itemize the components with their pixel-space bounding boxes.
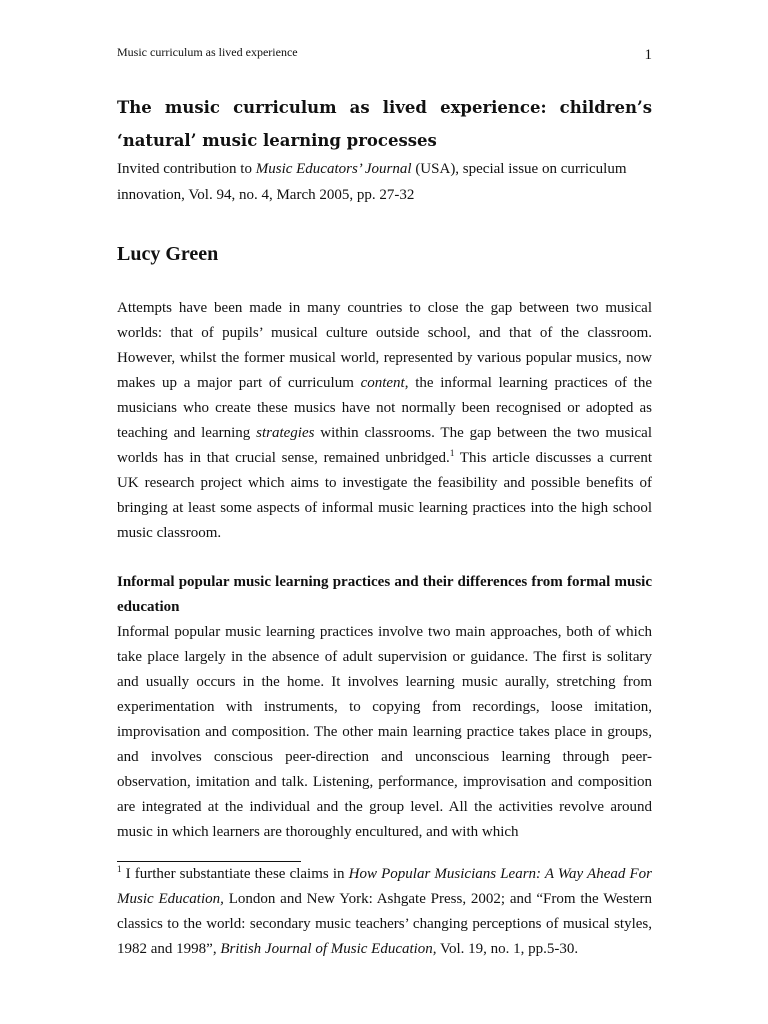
intro-text-1: Attempts have been made in many countries to close the gap between two musical worlds: that of pupils’ musical culture outside school, and that of the classroom. However, whilst the former musical world, represented by various popular musics, now makes up a major part of curriculum <box>117 300 652 391</box>
publication-note-suffix: (USA), special issue on curriculum innovation, Vol. 94, no. 4, March 2005, pp. 27-32 <box>117 161 627 203</box>
publication-note-prefix: Invited contribution to <box>117 161 256 177</box>
intro-paragraph <box>117 296 652 546</box>
footnote-journal-title: British Journal of Music Education, <box>220 941 437 957</box>
footnote-text-1: I further substantiate these claims in <box>121 866 349 882</box>
intro-emphasis-content: content <box>360 375 405 391</box>
intro-text-3: within classrooms. The gap between the two musical worlds has in that crucial sense, remained unbridged. <box>117 425 652 466</box>
footnote-number: 1 <box>117 864 122 874</box>
journal-name: Music Educators’ Journal <box>255 161 412 177</box>
footnote <box>117 862 652 962</box>
intro-text-2: , the informal learning practices of the musicians who create these musics have not normally been recognised or adopted as teaching and learning <box>117 375 652 441</box>
publication-note <box>117 156 652 208</box>
author-name: Lucy Green <box>117 243 219 265</box>
running-head: Music curriculum as lived experience <box>117 45 298 59</box>
intro-text-4: This article discusses a current UK research project which aims to investigate the feasibility and possible benefits of bringing at least some aspects of informal music learning practices into the high school music classroom. <box>117 450 652 541</box>
article-title: The music curriculum as lived experience: children’s ‘natural’ music learning processes <box>117 98 652 150</box>
footnote-text-2: London and New York: Ashgate Press, 2002; and “From the Western classics to the world: secondary music teachers’ changing perceptions of musical styles, 1982 and 1998”, <box>117 891 652 957</box>
intro-emphasis-strategies: strategies <box>256 425 315 441</box>
footnote-text-3: Vol. 19, no. 1, pp.5-30. <box>436 941 579 957</box>
footnote-reference: 1 <box>449 448 455 458</box>
page-number: 1 <box>644 47 652 63</box>
section-heading: Informal popular music learning practices and their differences from formal music education <box>117 574 652 615</box>
section-body-paragraph: Informal popular music learning practices involve two main approaches, both of which take place largely in the absence of adult supervision or guidance. The first is solitary and usually occurs in the home. It involves learning music aurally, stretching from experimentation with instruments, to copying from recordings, loose imitation, improvisation and composition. The other main learning practice takes place in groups, and involves conscious peer-direction and unconscious learning through peer-observation, imitation and talk. Listening, performance, improvisation and composition are integrated at the individual and the group level. All the activities revolve around music in which learners are thoroughly encultured, and with which <box>117 624 652 840</box>
footnote-book-title: How Popular Musicians Learn: A Way Ahead For Music Education, <box>117 866 652 907</box>
